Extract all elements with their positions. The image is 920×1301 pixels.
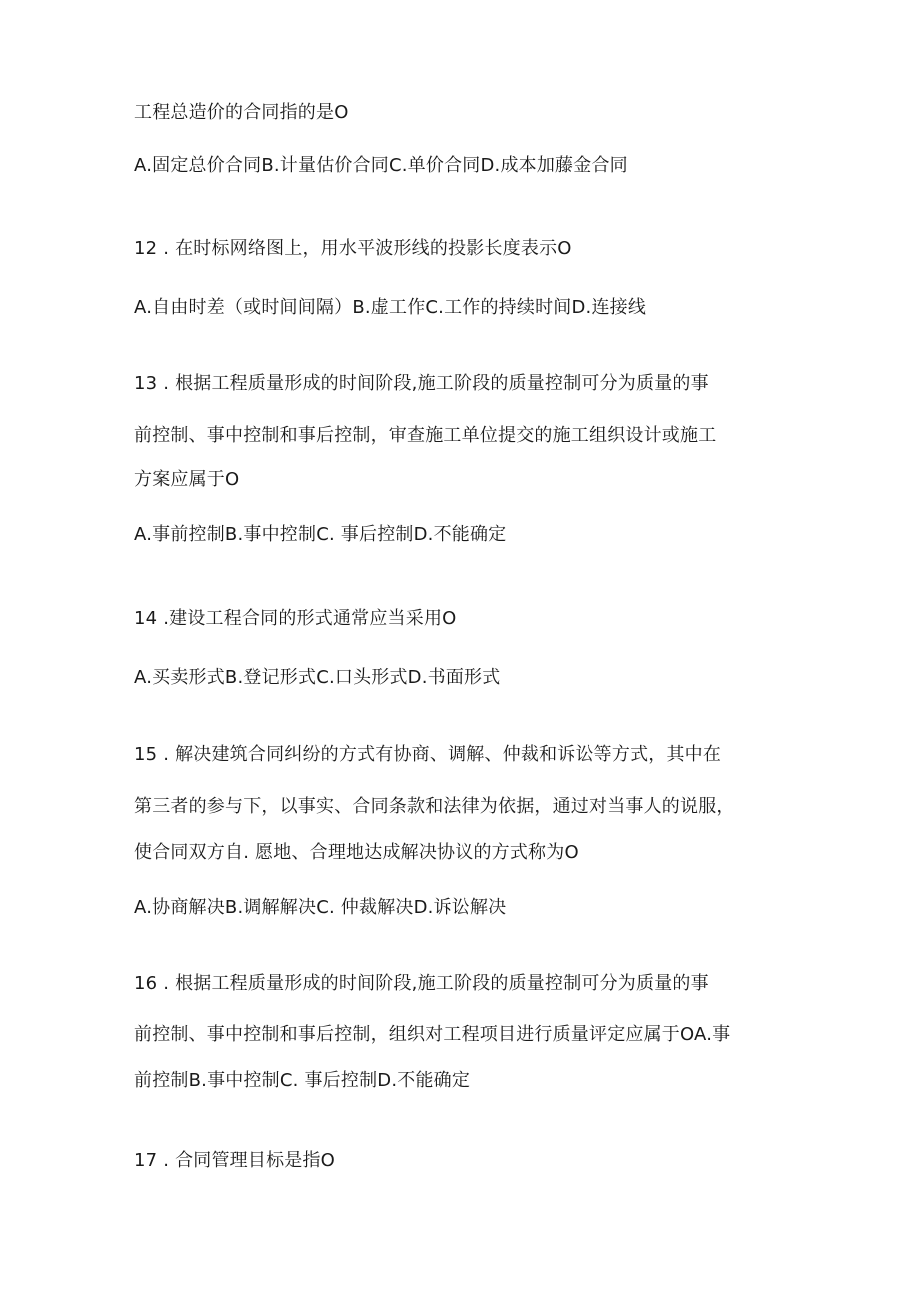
question-15-stem-line-1: 15 . 解决建筑合同纠纷的方式有协商、调解、仲裁和诉讼等方式，其中在 [134, 744, 722, 765]
question-15-options: A.协商解决B.调解解决C. 仲裁解决D.诉讼解决 [134, 897, 507, 918]
question-15-stem-line-2: 第三者的参与下，以事实、合同条款和法律为依据，通过对当事人的说服， [134, 796, 735, 817]
question-16-stem-line-1: 16 . 根据工程质量形成的时间阶段,施工阶段的质量控制可分为质量的事 [134, 973, 709, 994]
question-11-stem: 工程总造价的合同指的是O [134, 102, 349, 123]
question-16-stem-line-3: 前控制B.事中控制C. 事后控制D.不能确定 [134, 1070, 471, 1091]
question-17-stem: 17 . 合同管理目标是指O [134, 1150, 336, 1171]
question-11-options: A.固定总价合同B.计量估价合同C.单价合同D.成本加藤金合同 [134, 155, 628, 176]
question-13-stem-line-2: 前控制、事中控制和事后控制，审查施工单位提交的施工组织设计或施工 [134, 425, 717, 446]
question-13-stem-line-1: 13 . 根据工程质量形成的时间阶段,施工阶段的质量控制可分为质量的事 [134, 373, 709, 394]
question-16-stem-line-2: 前控制、事中控制和事后控制，组织对工程项目进行质量评定应属于OA.事 [134, 1024, 731, 1045]
question-13-options: A.事前控制B.事中控制C. 事后控制D.不能确定 [134, 524, 507, 545]
question-12-stem: 12 . 在时标网络图上，用水平波形线的投影长度表示O [134, 238, 572, 259]
question-12-options: A.自由时差（或时间间隔）B.虚工作C.工作的持续时间D.连接线 [134, 297, 647, 318]
question-14-stem: 14 .建设工程合同的形式通常应当采用O [134, 608, 457, 629]
question-14-options: A.买卖形式B.登记形式C.口头形式D.书面形式 [134, 667, 501, 688]
question-15-stem-line-3: 使合同双方自. 愿地、合理地达成解决协议的方式称为O [134, 842, 579, 863]
question-13-stem-line-3: 方案应属于O [134, 469, 240, 490]
